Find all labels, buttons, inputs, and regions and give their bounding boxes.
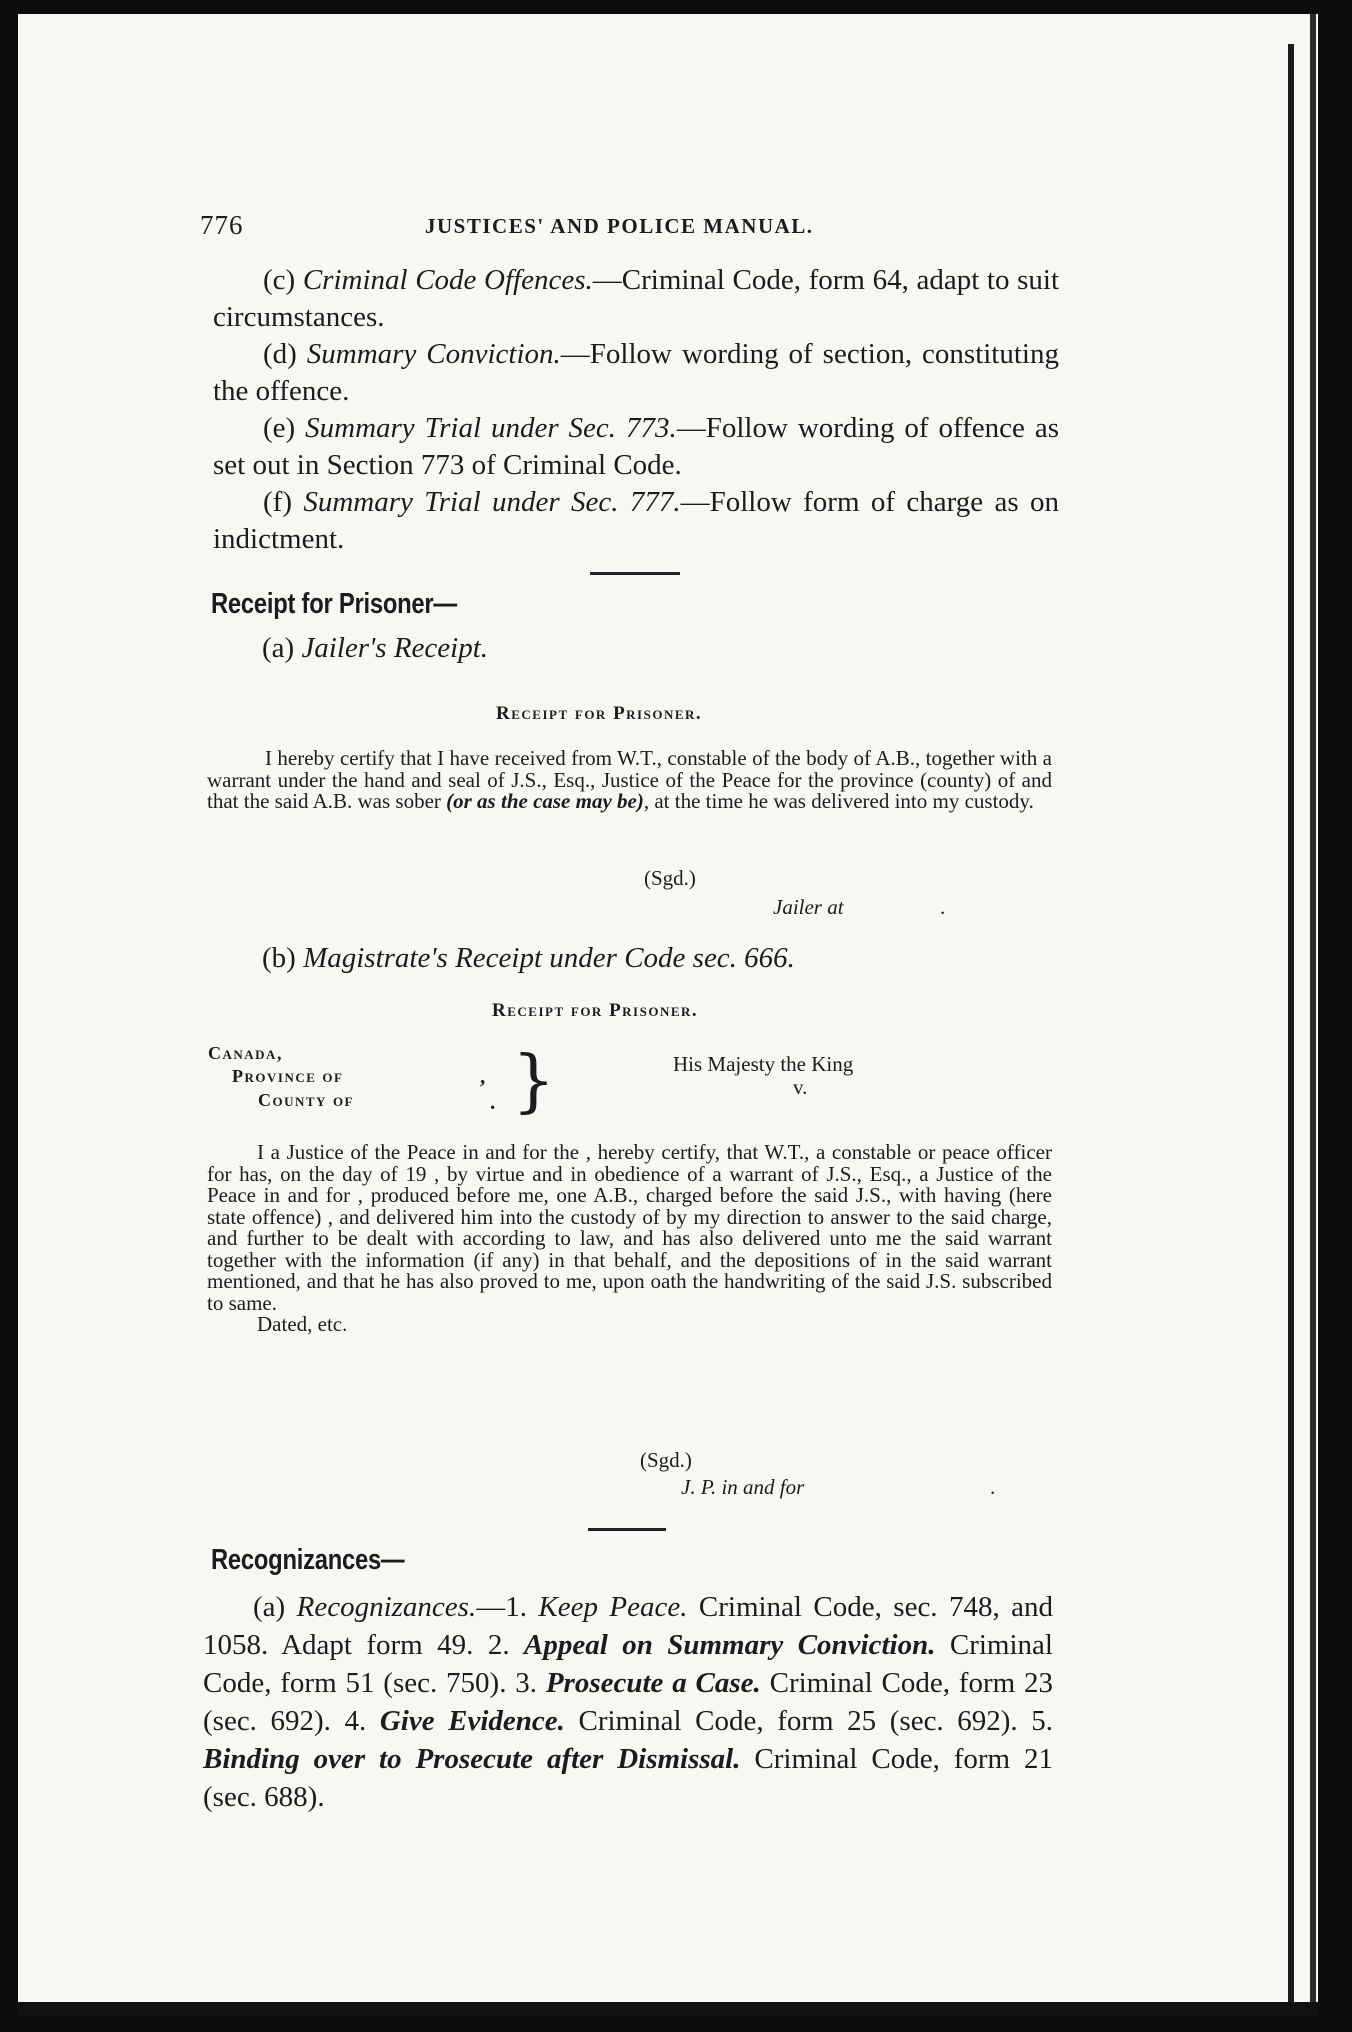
item-keep-peace: Keep Peace. [538, 1591, 688, 1623]
adjacent-page-edge [1310, 14, 1316, 2016]
style-of-cause: His Majesty the King [673, 1052, 854, 1076]
paragraph-label: (f) [263, 486, 304, 518]
paragraph-text: —Follow form of charge as on indictment. [213, 486, 1059, 555]
page-edge-shadow [1288, 44, 1294, 2004]
paragraph-label: (e) [263, 412, 306, 444]
paragraph-title: Summary Trial under Sec. 773. [305, 412, 677, 444]
paragraph-label: (d) [263, 338, 307, 370]
venue-county: County of [258, 1090, 354, 1110]
paragraph-f [213, 484, 1059, 558]
venue-comma: , [480, 1064, 486, 1088]
section-heading-recognizances: Recognizances— [211, 1544, 405, 1576]
venue-province: Province of [232, 1066, 344, 1086]
paragraph-text: Criminal Code, form 23 (sec. 692). 4. [203, 1667, 1053, 1737]
paragraph-text: —Follow wording of section, constituting the offence. [213, 338, 1059, 407]
paragraph-text: —1. [476, 1591, 539, 1623]
venue-brace: } [512, 1042, 556, 1121]
bottom-border [18, 2002, 1318, 2016]
page-header [200, 210, 1060, 250]
signature-period: . [940, 895, 946, 919]
page-number: 776 [200, 210, 244, 240]
venue-canada: Canada, [208, 1043, 283, 1063]
running-title: JUSTICES' AND POLICE MANUAL. [425, 214, 814, 238]
subheading-magistrates-receipt [262, 942, 795, 975]
subheading-label: (a) [262, 632, 302, 664]
magistrate-receipt-text [207, 1142, 1052, 1336]
form-title: Receipt for Prisoner. [496, 703, 703, 724]
venue-dot: . [490, 1090, 496, 1114]
paragraph-text: Criminal Code, form 25 (sec. 692). 5. [564, 1705, 1053, 1737]
receipt-body: I a Justice of the Peace in and for the , hereby certify, that W.T., a constable or peace officer for has, on the day of 19 , by virtue and in obedience of a warrant of J.S., Esq., a Justice of the Peace in and for , produced before me, one A.B., charged before the said J.S., with having (here state offence) , and delivered him into the custody of by my direction to answer to the said charge, and further to be dealt with according to law, and has also delivered unto me the said warrant together with the information (if any) in that behalf, and the depositions of in the said warrant mentioned, and that he has also proved to me, upon oath the handwriting of the said J.S. subscribed to same. [207, 1140, 1052, 1315]
signed-label: (Sgd.) [644, 866, 696, 890]
jp-signature-line: J. P. in and for [681, 1475, 805, 1499]
paragraph-text: Criminal Code, sec. 748, and 1058. Adapt form 49. 2. [203, 1591, 1054, 1661]
paragraph-text: —Criminal Code, form 64, adapt to suit circumstances. [213, 264, 1060, 333]
paragraph-d [213, 336, 1059, 410]
section-divider [588, 1528, 666, 1531]
versus: v. [793, 1075, 808, 1099]
item-evidence: Give Evidence. [379, 1705, 565, 1737]
paragraph-e [213, 410, 1059, 484]
paragraph-title: Summary Conviction. [306, 338, 561, 370]
signature-period: . [990, 1475, 996, 1499]
jailer-signature-line: Jailer at [773, 895, 844, 919]
receipt-text-italic: (or as the case may be) [446, 789, 644, 813]
signed-label: (Sgd.) [640, 1448, 692, 1472]
subheading-title: Magistrate's Receipt under Code sec. 666. [303, 942, 795, 974]
subheading-title: Jailer's Receipt. [301, 632, 489, 664]
paragraph-text: —Follow wording of offence as set out in Section 773 of Criminal Code. [213, 412, 1060, 481]
paragraph-text: Criminal Code, form 51 (sec. 750). 3. [203, 1629, 1053, 1699]
receipt-text: , at the time he was delivered into my custody. [643, 789, 1034, 813]
paragraph-title: Recognizances. [296, 1591, 477, 1623]
paragraph-label: (a) [253, 1591, 297, 1623]
dated-line: Dated, etc. [257, 1312, 348, 1336]
paragraph-text: Criminal Code, form 21 (sec. 688). [203, 1743, 1053, 1813]
item-binding: Binding over to Prosecute after Dismissal. [203, 1743, 741, 1775]
paragraph-title: Summary Trial under Sec. 777. [303, 486, 681, 518]
form-title: Receipt for Prisoner. [492, 1000, 699, 1021]
item-prosecute: Prosecute a Case. [545, 1667, 761, 1699]
section-divider [590, 572, 680, 575]
section-heading-receipt: Receipt for Prisoner— [211, 588, 457, 620]
jailer-receipt-text [207, 748, 1052, 813]
paragraph-c [213, 262, 1059, 336]
recognizances-paragraph [203, 1588, 1053, 1816]
subheading-jailers-receipt [262, 632, 488, 665]
receipt-text: I hereby certify that I have received from W.T., constable of the body of A.B., together with a warrant under the hand and seal of J.S., Esq., Justice of the Peace for the province (county) of and that the said A.B. was sober [207, 746, 1052, 813]
paragraph-title: Criminal Code Offences. [302, 264, 593, 296]
paragraph-label: (c) [263, 264, 303, 296]
item-appeal: Appeal on Summary Conviction. [524, 1629, 936, 1661]
subheading-label: (b) [262, 942, 304, 974]
